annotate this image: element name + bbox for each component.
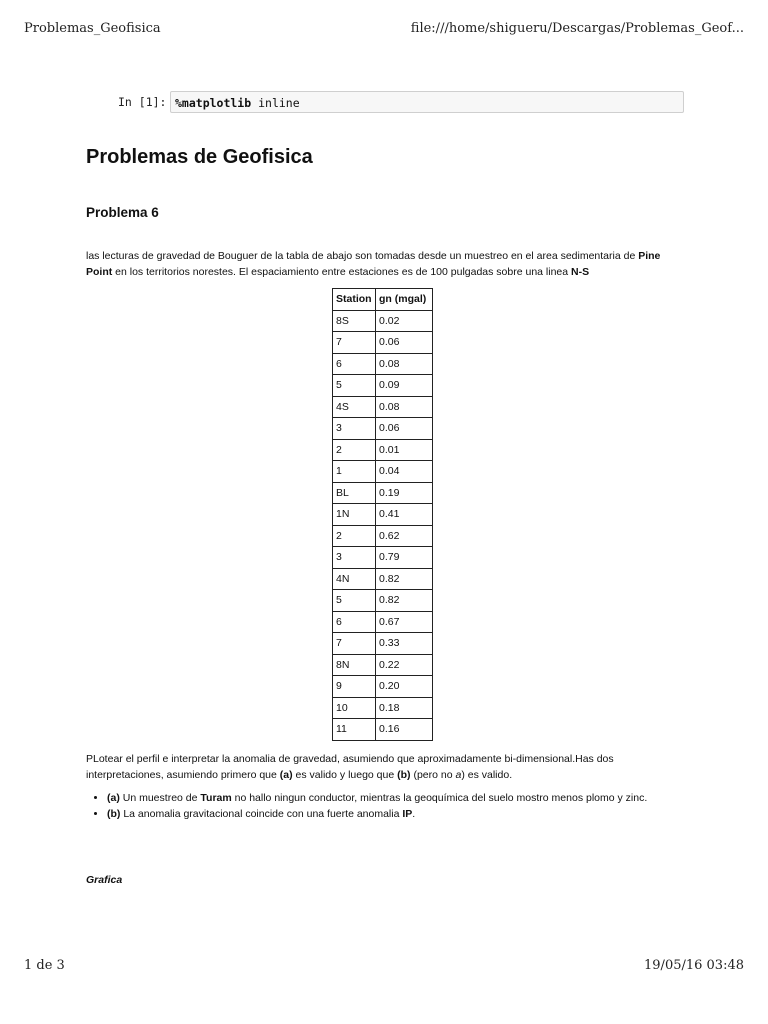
station-cell: 5 — [333, 590, 376, 612]
table-row — [333, 461, 433, 483]
station-cell: 7 — [333, 633, 376, 655]
station-cell: 4S — [333, 396, 376, 418]
station-cell: 6 — [333, 353, 376, 375]
table-row — [333, 418, 433, 440]
table-row — [333, 525, 433, 547]
gravity-cell: 0.20 — [376, 676, 433, 698]
gravity-cell: 0.82 — [376, 590, 433, 612]
gravity-cell: 0.18 — [376, 697, 433, 719]
station-cell: 6 — [333, 611, 376, 633]
code-cell — [86, 91, 686, 115]
station-cell: 8S — [333, 310, 376, 332]
gravity-cell: 0.08 — [376, 353, 433, 375]
file-path: file:///home/shigueru/Descargas/Problemas_Geof... — [410, 21, 744, 36]
code-magic: %matplotlib — [175, 96, 252, 110]
instructions-paragraph: PLotear el perfil e interpretar la anomalia de gravedad, asumiendo que aproximadamente bi-dimensional.Has dos interpretaciones, asumiendo primero que (a) es valido y luego que (b) (pero no a) es valido. — [86, 753, 614, 781]
station-cell: 8N — [333, 654, 376, 676]
code-input[interactable] — [170, 91, 684, 113]
document-title: Problemas_Geofisica — [24, 21, 161, 36]
table-row — [333, 482, 433, 504]
table-row — [333, 633, 433, 655]
page-counter: 1 de 3 — [24, 958, 65, 973]
gravity-cell: 0.79 — [376, 547, 433, 569]
list-item: • (a) Un muestreo de Turam no hallo ningun conductor, mientras la geoquímica del suelo mostro menos plomo y zinc. — [107, 791, 677, 806]
column-header: gn (mgal) — [376, 289, 433, 311]
gravity-cell: 0.19 — [376, 482, 433, 504]
gravity-cell: 0.22 — [376, 654, 433, 676]
print-header — [24, 21, 744, 36]
gravity-cell: 0.02 — [376, 310, 433, 332]
table-row — [333, 353, 433, 375]
table-row — [333, 697, 433, 719]
station-cell: BL — [333, 482, 376, 504]
gravity-cell: 0.08 — [376, 396, 433, 418]
station-cell: 2 — [333, 525, 376, 547]
station-cell: 1 — [333, 461, 376, 483]
print-footer — [24, 958, 744, 973]
table-row — [333, 547, 433, 569]
table-row — [333, 504, 433, 526]
print-datetime: 19/05/16 03:48 — [644, 958, 744, 973]
table-row — [333, 590, 433, 612]
gravity-cell: 0.41 — [376, 504, 433, 526]
list-item: • (b) La anomalia gravitacional coincide con una fuerte anomalia IP. — [107, 807, 677, 822]
station-cell: 7 — [333, 332, 376, 354]
column-header: Station — [333, 289, 376, 311]
interpretation-list — [86, 791, 677, 823]
gravity-cell: 0.62 — [376, 525, 433, 547]
gravity-cell: 0.33 — [376, 633, 433, 655]
station-cell: 11 — [333, 719, 376, 741]
gravity-cell: 0.01 — [376, 439, 433, 461]
table-row — [333, 676, 433, 698]
station-cell: 3 — [333, 418, 376, 440]
code-rest: inline — [251, 96, 300, 110]
gravity-cell: 0.82 — [376, 568, 433, 590]
station-cell: 1N — [333, 504, 376, 526]
table-row — [333, 310, 433, 332]
table-header-row — [333, 289, 433, 311]
page-title: Problemas de Geofisica — [86, 146, 313, 168]
station-cell: 3 — [333, 547, 376, 569]
station-cell: 9 — [333, 676, 376, 698]
gravity-cell: 0.09 — [376, 375, 433, 397]
section-label: Grafica — [86, 874, 123, 886]
table-row — [333, 568, 433, 590]
table-row — [333, 375, 433, 397]
station-cell: 2 — [333, 439, 376, 461]
table-row — [333, 332, 433, 354]
gravity-table — [332, 288, 433, 741]
station-cell: 4N — [333, 568, 376, 590]
problem-heading: Problema 6 — [86, 205, 159, 220]
table-row — [333, 654, 433, 676]
station-cell: 10 — [333, 697, 376, 719]
intro-paragraph: las lecturas de gravedad de Bouguer de la tabla de abajo son tomadas desde un muestreo en el area sedimentaria de Pine Point en los territorios norestes. El espaciamiento entre estaciones es de 100 pulgadas sobre una linea N-S — [86, 250, 661, 278]
table-row — [333, 611, 433, 633]
table-row — [333, 719, 433, 741]
station-cell: 5 — [333, 375, 376, 397]
table-row — [333, 439, 433, 461]
gravity-cell: 0.04 — [376, 461, 433, 483]
gravity-cell: 0.67 — [376, 611, 433, 633]
gravity-cell: 0.06 — [376, 418, 433, 440]
cell-prompt: In [1]: — [118, 95, 167, 109]
table-row — [333, 396, 433, 418]
gravity-cell: 0.16 — [376, 719, 433, 741]
gravity-cell: 0.06 — [376, 332, 433, 354]
